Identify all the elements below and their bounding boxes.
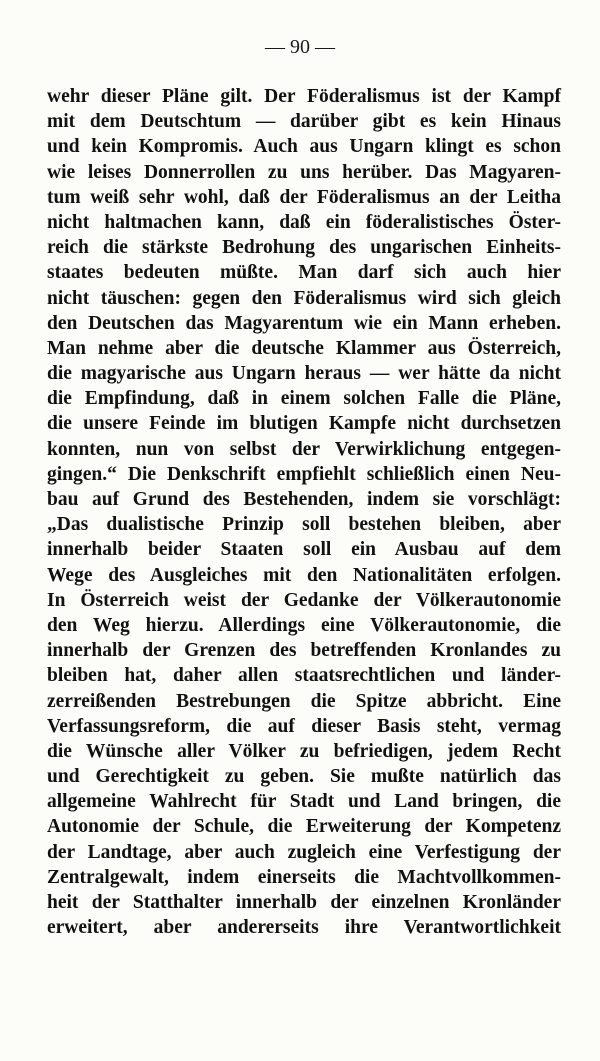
- text-line: Zentralgewalt, indem einerseits die Machtvollkommen-: [47, 866, 561, 888]
- text-line: die Empfindung, daß in einem solchen Falle die Pläne,: [47, 388, 561, 410]
- text-line: nicht täuschen: gegen den Föderalismus wird sich gleich: [47, 287, 561, 309]
- text-line: nicht haltmachen kann, daß ein föderalistisches Öster-: [47, 211, 561, 233]
- text-line: reich die stärkste Bedrohung des ungarischen Einheits-: [47, 237, 561, 259]
- text-line: Verfassungsreform, die auf dieser Basis steht, vermag: [47, 715, 561, 737]
- text-line: staates bedeuten müßte. Man darf sich auch hier: [47, 262, 561, 284]
- text-line: innerhalb der Grenzen des betreffenden Kronlandes zu: [47, 640, 561, 662]
- text-line: Wege des Ausgleiches mit den Nationalitäten erfolgen.: [47, 564, 561, 586]
- text-line: erweitert, aber andererseits ihre Verantwortlichkeit: [47, 917, 561, 939]
- text-line: gingen.“ Die Denkschrift empfiehlt schließlich einen Neu-: [47, 463, 561, 485]
- text-line: innerhalb beider Staaten soll ein Ausbau auf dem: [47, 539, 561, 561]
- text-line: zerreißenden Bestrebungen die Spitze abbricht. Eine: [47, 690, 561, 712]
- text-line: den Deutschen das Magyarentum wie ein Mann erheben.: [47, 312, 561, 334]
- text-line: tum weiß sehr wohl, daß der Föderalismus an der Leitha: [47, 186, 561, 208]
- text-line: In Österreich weist der Gedanke der Völkerautonomie: [47, 589, 561, 611]
- text-line: Autonomie der Schule, die Erweiterung der Kompetenz: [47, 816, 561, 838]
- text-line: und kein Kompromis. Auch aus Ungarn klingt es schon: [47, 136, 561, 158]
- body-text: [47, 84, 561, 940]
- text-line: konnten, nun von selbst der Verwirklichung entgegen-: [47, 438, 561, 460]
- text-line: Man nehme aber die deutsche Klammer aus Österreich,: [47, 337, 561, 359]
- text-line: wehr dieser Pläne gilt. Der Föderalismus ist der Kampf: [47, 86, 561, 107]
- text-line: die unsere Feinde im blutigen Kampfe nicht durchsetzen: [47, 413, 561, 435]
- text-line: bau auf Grund des Bestehenden, indem sie vorschlägt:: [47, 489, 561, 510]
- text-line: die Wünsche aller Völker zu befriedigen, jedem Recht: [47, 740, 561, 762]
- text-line: allgemeine Wahlrecht für Stadt und Land bringen, die: [47, 791, 561, 813]
- text-line: heit der Statthalter innerhalb der einzelnen Kronländer: [47, 892, 561, 913]
- text-line: der Landtage, aber auch zugleich eine Verfestigung der: [47, 841, 561, 863]
- text-line: die magyarische aus Ungarn heraus — wer hätte da nicht: [47, 363, 561, 385]
- text-line: mit dem Deutschtum — darüber gibt es kein Hinaus: [47, 111, 561, 133]
- text-line: bleiben hat, daher allen staatsrechtlichen und länder-: [47, 665, 561, 687]
- text-line: und Gerechtigkeit zu geben. Sie mußte natürlich das: [47, 766, 561, 788]
- text-line: „Das dualistische Prinzip soll bestehen bleiben, aber: [47, 514, 561, 536]
- text-line: wie leises Donnerrollen zu uns herüber. Das Magyaren-: [47, 161, 561, 183]
- page-number: — 90 —: [265, 36, 335, 58]
- text-line: den Weg hierzu. Allerdings eine Völkerautonomie, die: [47, 614, 561, 636]
